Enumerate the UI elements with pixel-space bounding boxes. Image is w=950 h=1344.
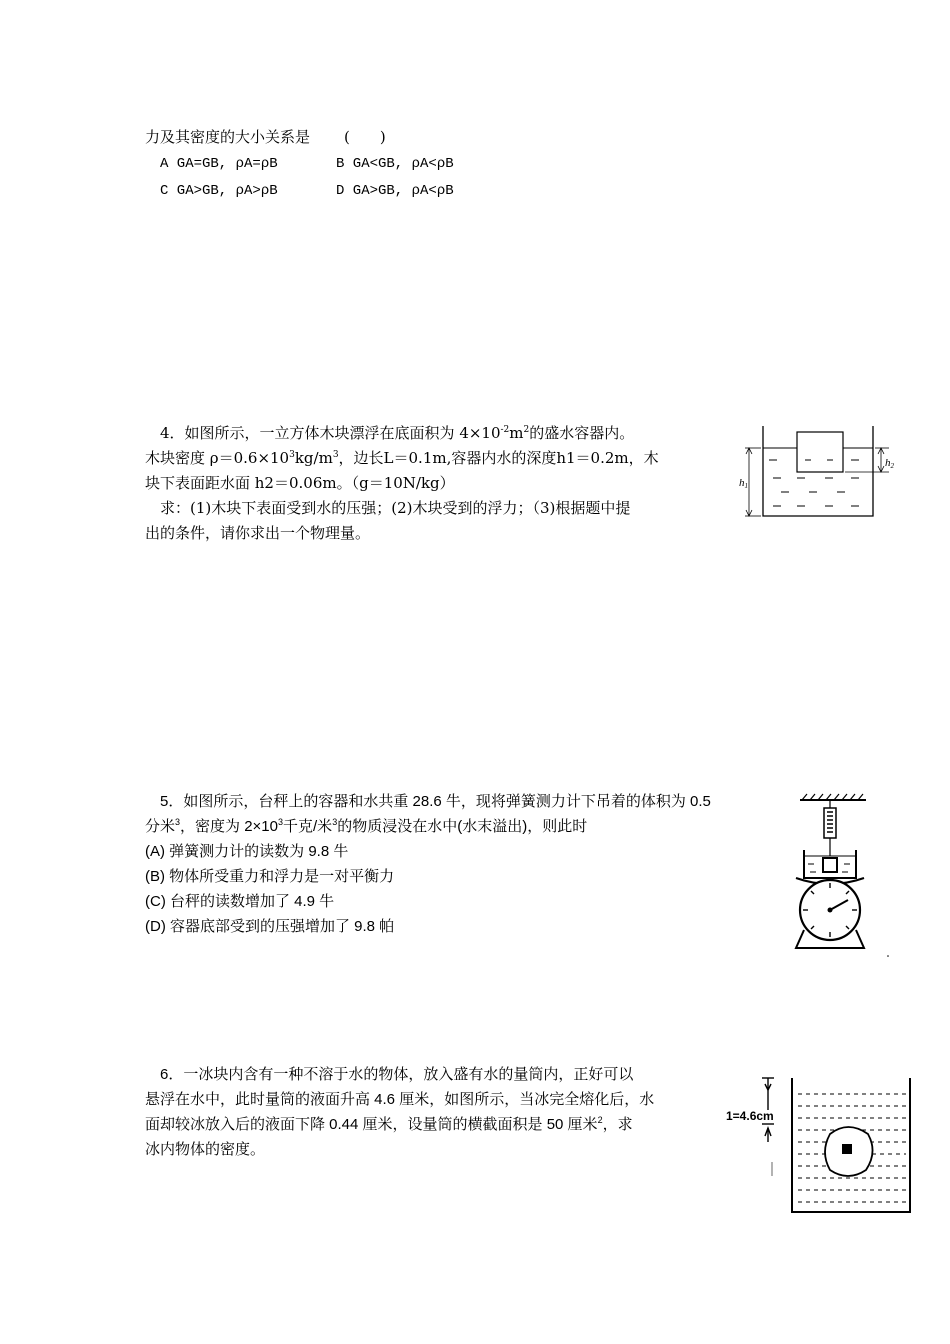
q6-cylinder-figure	[720, 1070, 920, 1220]
q6-line-3a: 面却较冰放入后的液面下降 0.44 厘米，设量筒的横截面积是 50 厘米	[145, 1116, 598, 1133]
q5-option-d: (D) 容器底部受到的压强增加了 9.8 帕	[145, 918, 395, 935]
q4-sup-2: 2	[523, 425, 530, 435]
q4-line-1b: m	[509, 424, 524, 442]
q5-line-1: 5．如图所示，台秤上的容器和水共重 28.6 牛，现将弹簧测力计下吊着的体积为 0.5	[160, 793, 711, 810]
q4-container-figure	[735, 420, 915, 525]
q4-sup-3: 3	[289, 450, 295, 460]
q4-line-1a: 4．如图所示，一立方体木块漂浮在底面积为 4×10	[160, 424, 501, 442]
q6-label-height: 1=4.6cm	[726, 1109, 774, 1123]
q5-sup-3: 3	[332, 817, 338, 827]
q3-stem	[145, 127, 386, 147]
q4-line-2a: 木块密度 ρ＝0.6×10	[145, 449, 290, 467]
q4-line-2c: ，边长L＝0.1m,容器内水的深度h1＝0.2m，木	[338, 449, 659, 467]
q6-line-1: 6．一冰块内含有一种不溶于水的物体，放入盛有水的量筒内，正好可以	[160, 1066, 634, 1083]
q5-line-2d: 的物质浸没在水中(水末溢出)，则此时	[337, 818, 588, 835]
q5-sup-2: 3	[278, 817, 284, 827]
q6-sup-1: 2	[597, 1115, 603, 1125]
q5-sup-1: 3	[175, 817, 181, 827]
q5-option-c: (C) 台秤的读数增加了 4.9 牛	[145, 893, 335, 910]
q3-option-a: A GA=GB, ρA=ρB	[160, 156, 278, 172]
q3-blank: ( )	[344, 128, 386, 146]
q5-line-2a: 分米	[145, 818, 176, 835]
q5-option-a: (A) 弹簧测力计的读数为 9.8 牛	[145, 843, 349, 860]
q4-label-h1: h1	[739, 477, 748, 490]
q4-line-2	[145, 448, 659, 468]
q3-stem-text: 力及其密度的大小关系是	[145, 128, 311, 146]
q4-line-2b: kg/m	[294, 449, 333, 467]
q3-option-d: D GA>GB, ρA<ρB	[336, 183, 454, 199]
q4-line-1c: 的盛水容器内。	[529, 424, 635, 442]
q4-label-h2: h2	[885, 457, 894, 470]
q4-line-4: 求：(1)木块下表面受到水的压强；(2)木块受到的浮力；（3)根据题中提	[160, 499, 631, 517]
q5-line-2	[145, 817, 587, 837]
q5-line-2b: ，密度为 2×10	[180, 818, 278, 835]
q6-line-2: 悬浮在水中，此时量筒的液面升高 4.6 厘米，如图所示，当冰完全熔化后，水	[145, 1091, 655, 1108]
q6-line-4: 冰内物体的密度。	[145, 1141, 266, 1158]
q6-line-3	[145, 1115, 633, 1135]
q3-option-b: B GA<GB, ρA<ρB	[336, 156, 454, 172]
q4-line-3: 块下表面距水面 h2＝0.06m。（g＝10N/kg）	[145, 474, 455, 492]
q4-sup-4: 3	[332, 450, 339, 460]
q5-line-2c: 千克/米	[283, 818, 333, 835]
q4-sup-1: -2	[500, 425, 510, 435]
q5-scale-figure	[790, 790, 895, 960]
q4-line-1	[160, 423, 634, 443]
q4-line-5: 出的条件，请你求出一个物理量。	[145, 524, 371, 542]
q6-line-3b: ，求	[602, 1116, 633, 1133]
q3-option-c: C GA>GB, ρA>ρB	[160, 183, 278, 199]
q5-option-b: (B) 物体所受重力和浮力是一对平衡力	[145, 868, 395, 885]
